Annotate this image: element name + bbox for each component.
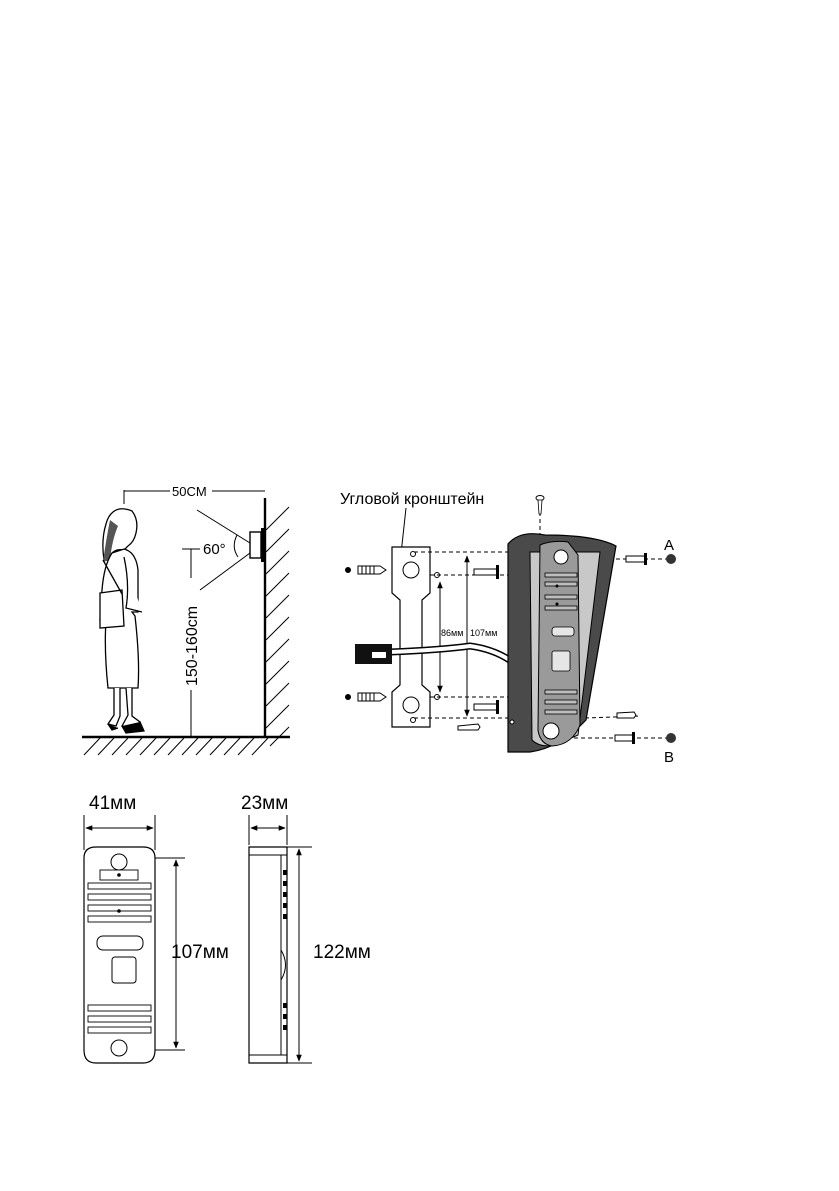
view-line-bottom [200, 553, 250, 590]
point-b-marker [666, 733, 676, 743]
side-view-drawing [241, 793, 371, 1063]
wall-hatch [266, 507, 289, 746]
angle-arc [234, 535, 238, 557]
camera-mount [261, 528, 265, 562]
wall-screw-left-bottom [345, 693, 386, 701]
front-view-drawing [84, 793, 229, 1063]
view-line-top [197, 510, 250, 543]
bracket-bottom-hole [403, 697, 419, 713]
panel-call-button [552, 651, 570, 671]
height-label: 150-160cm [184, 605, 201, 686]
person-figure [100, 509, 144, 733]
screw-top-vertical [536, 496, 544, 515]
floor-hatch [84, 738, 268, 755]
installation-height-drawing [82, 484, 290, 755]
point-b-label: B [664, 749, 675, 766]
camera-unit [250, 532, 261, 558]
front-height-label: 107мм [171, 942, 229, 963]
panel-nameplate [552, 627, 574, 636]
point-a-label: A [664, 537, 675, 554]
side-width-label: 23мм [241, 793, 289, 814]
dim-107-label: 107мм [470, 628, 498, 638]
angle-label: 60° [203, 541, 226, 558]
front-bottom-screw [111, 1040, 127, 1056]
panel-bottom-screw-hole [543, 723, 559, 739]
bracket-exploded-drawing [340, 491, 676, 766]
distance-label: 50CM [172, 484, 207, 499]
front-width-label: 41мм [89, 793, 137, 814]
front-call-button [112, 957, 136, 983]
call-panel-front [538, 541, 580, 746]
front-top-screw [111, 854, 127, 870]
screw-right-top [626, 553, 647, 565]
screw-right-mid [617, 712, 636, 718]
bracket-title: Угловой кронштейн [340, 491, 485, 508]
front-nameplate [97, 936, 143, 950]
screw-mid-bottom [474, 700, 499, 714]
bracket-top-hole [403, 562, 419, 578]
wall-screw-left-top [345, 566, 386, 574]
panel-top-screw-hole [554, 550, 568, 564]
screw-low [458, 724, 480, 730]
dim-86-label: 86мм [441, 628, 464, 638]
screw-mid-top [474, 565, 499, 579]
side-height-label: 122мм [313, 942, 371, 963]
screw-right-bottom [615, 732, 635, 744]
point-a-marker [666, 554, 676, 564]
